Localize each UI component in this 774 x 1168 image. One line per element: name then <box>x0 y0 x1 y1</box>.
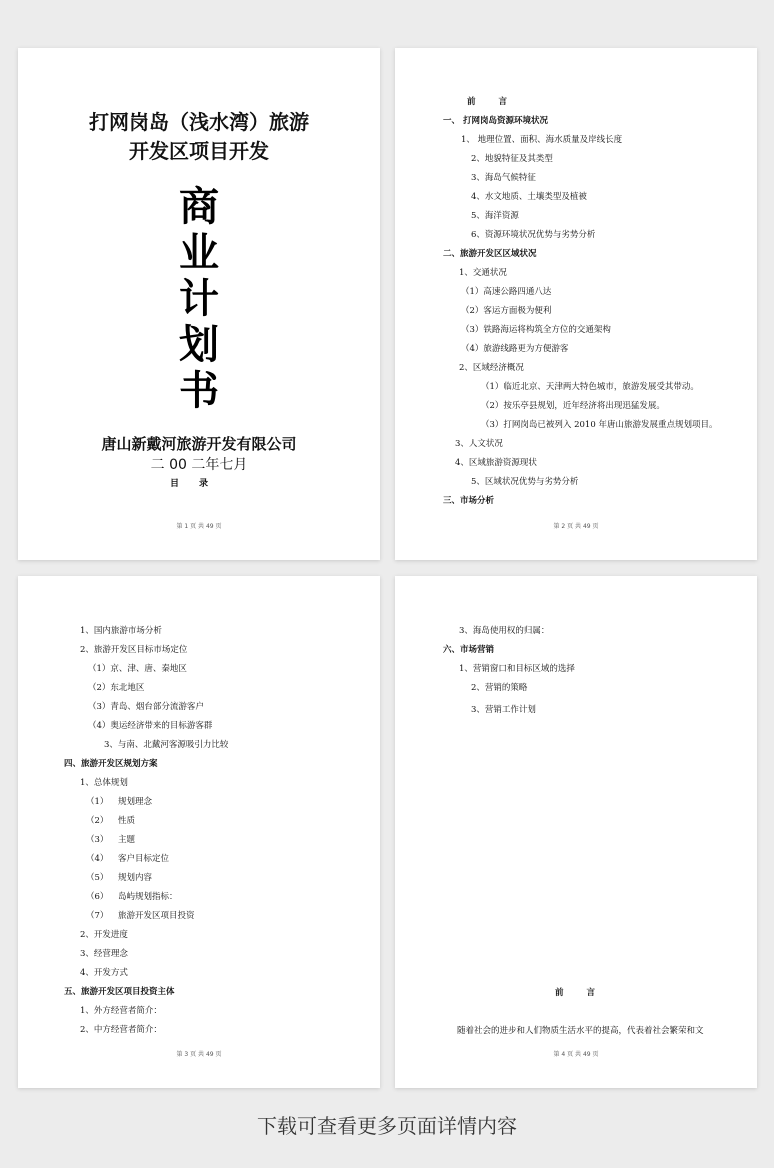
toc-item-number: （7） <box>86 911 109 921</box>
preface-body: 随着社会的进步和人们物质生活水平的提高，代表着社会繁荣和文 <box>457 1026 704 1036</box>
toc-item: （2）东北地区 <box>88 683 145 693</box>
toc-item: 3、人文状况 <box>455 439 503 449</box>
toc-heading: 目录 <box>169 479 228 489</box>
company-name: 唐山新戴河旅游开发有限公司 <box>101 435 297 453</box>
toc-item: 2、中方经营者简介： <box>80 1025 162 1035</box>
toc-item: 4、开发方式 <box>80 968 128 978</box>
toc-item: 2、开发进度 <box>80 930 128 940</box>
cover-title <box>18 108 380 166</box>
cover-date: 二 00 二年七月 <box>150 457 248 473</box>
cover-title-line1: 打网岗岛（浅水湾）旅游 <box>89 110 309 134</box>
toc-item: （3）铁路海运将构筑全方位的交通架构 <box>461 325 611 335</box>
toc-item: （3）青岛、烟台部分流游客户 <box>88 702 204 712</box>
toc-item: 2、地貌特征及其类型 <box>471 154 553 164</box>
toc-item: 主题 <box>118 835 136 845</box>
cover-page <box>18 48 380 560</box>
toc-item: （1）临近北京、天津两大特色城市，旅游发展受其带动。 <box>481 382 699 392</box>
page-number: 第 2 页 共 49 页 <box>553 523 599 530</box>
big-char: 业 <box>179 230 219 276</box>
big-char: 书 <box>179 368 219 414</box>
big-char: 商 <box>179 184 219 230</box>
toc-section: 五、旅游开发区项目投资主体 <box>64 987 175 997</box>
toc-item: 1、营销窗口和目标区域的选择 <box>459 664 575 674</box>
toc-item: 3、与南、北戴河客源吸引力比较 <box>104 740 229 750</box>
page-number: 第 1 页 共 49 页 <box>176 523 222 530</box>
download-caption: 下载可查看更多页面详情内容 <box>257 1114 517 1138</box>
toc-item: （4）奥运经济带来的目标游客群 <box>88 721 213 731</box>
toc-item: 1、总体规划 <box>80 778 128 788</box>
cover-big-title <box>18 184 380 414</box>
page-number: 第 3 页 共 49 页 <box>176 1051 222 1058</box>
toc-item: 4、区域旅游资源现状 <box>455 458 537 468</box>
toc-section: 一、 打网岗岛资源环境状况 <box>443 116 548 126</box>
toc-item: 2、旅游开发区目标市场定位 <box>80 645 188 655</box>
toc-section: 三、市场分析 <box>443 496 495 506</box>
toc-item: 1、交通状况 <box>459 268 507 278</box>
big-char: 计 <box>179 276 219 322</box>
preface-heading: 前 言 <box>555 988 605 998</box>
toc-item: 性质 <box>118 816 136 826</box>
toc-item-number: （6） <box>86 892 109 902</box>
toc-item: 旅游开发区项目投资 <box>118 911 195 921</box>
toc-item: 5、区域状况优势与劣势分析 <box>471 477 579 487</box>
toc-section: 四、旅游开发区规划方案 <box>64 759 158 769</box>
preface-heading: 前 言 <box>467 97 517 107</box>
toc-item: 规划理念 <box>118 797 153 807</box>
toc-item: （1）京、津、唐、秦地区 <box>88 664 187 674</box>
toc-item-number: （4） <box>86 854 109 864</box>
toc-item: 1、 地理位置、面积、海水质量及岸线长度 <box>461 135 623 145</box>
toc-page-2 <box>395 48 757 560</box>
toc-item-number: （1） <box>86 797 109 807</box>
page-number: 第 4 页 共 49 页 <box>553 1051 599 1058</box>
toc-item-number: （3） <box>86 835 109 845</box>
toc-item-number: （5） <box>86 873 109 883</box>
toc-item: 3、营销工作计划 <box>471 705 536 715</box>
toc-item: 规划内容 <box>118 873 153 883</box>
toc-item: 1、国内旅游市场分析 <box>80 626 162 636</box>
toc-item: 3、海岛气候特征 <box>471 173 536 183</box>
toc-item: 5、海洋资源 <box>471 211 519 221</box>
toc-item: （2）按乐亭县规划，近年经济将出现迅猛发展。 <box>481 401 665 411</box>
toc-item: 3、经营理念 <box>80 949 128 959</box>
toc-page-4 <box>395 576 757 1088</box>
toc-item: （3）打网岗岛已被列入 2010 年唐山旅游发展重点规划项目。 <box>481 420 718 430</box>
toc-item: （4）旅游线路更为方便游客 <box>461 344 569 354</box>
toc-item: 2、区域经济概况 <box>459 363 524 373</box>
toc-item: （1）高速公路四通八达 <box>461 287 552 297</box>
toc-item: 6、资源环境状况优势与劣势分析 <box>471 230 596 240</box>
cover-title-line2: 开发区项目开发 <box>129 139 269 163</box>
big-char: 划 <box>179 322 219 368</box>
toc-section: 六、市场营销 <box>443 645 495 655</box>
toc-item: 岛屿规划指标： <box>118 892 178 902</box>
toc-item: 2、营销的策略 <box>471 683 528 693</box>
toc-section: 二、旅游开发区区域状况 <box>443 249 537 259</box>
toc-item: （2）客运方面极为便利 <box>461 306 552 316</box>
toc-item: 4、水文地质、土壤类型及植被 <box>471 192 587 202</box>
toc-item: 3、海岛使用权的归属： <box>459 626 550 636</box>
toc-page-3 <box>18 576 380 1088</box>
toc-item-number: （2） <box>86 816 109 826</box>
toc-item: 客户目标定位 <box>118 854 170 864</box>
toc-item: 1、外方经营者简介： <box>80 1006 162 1016</box>
